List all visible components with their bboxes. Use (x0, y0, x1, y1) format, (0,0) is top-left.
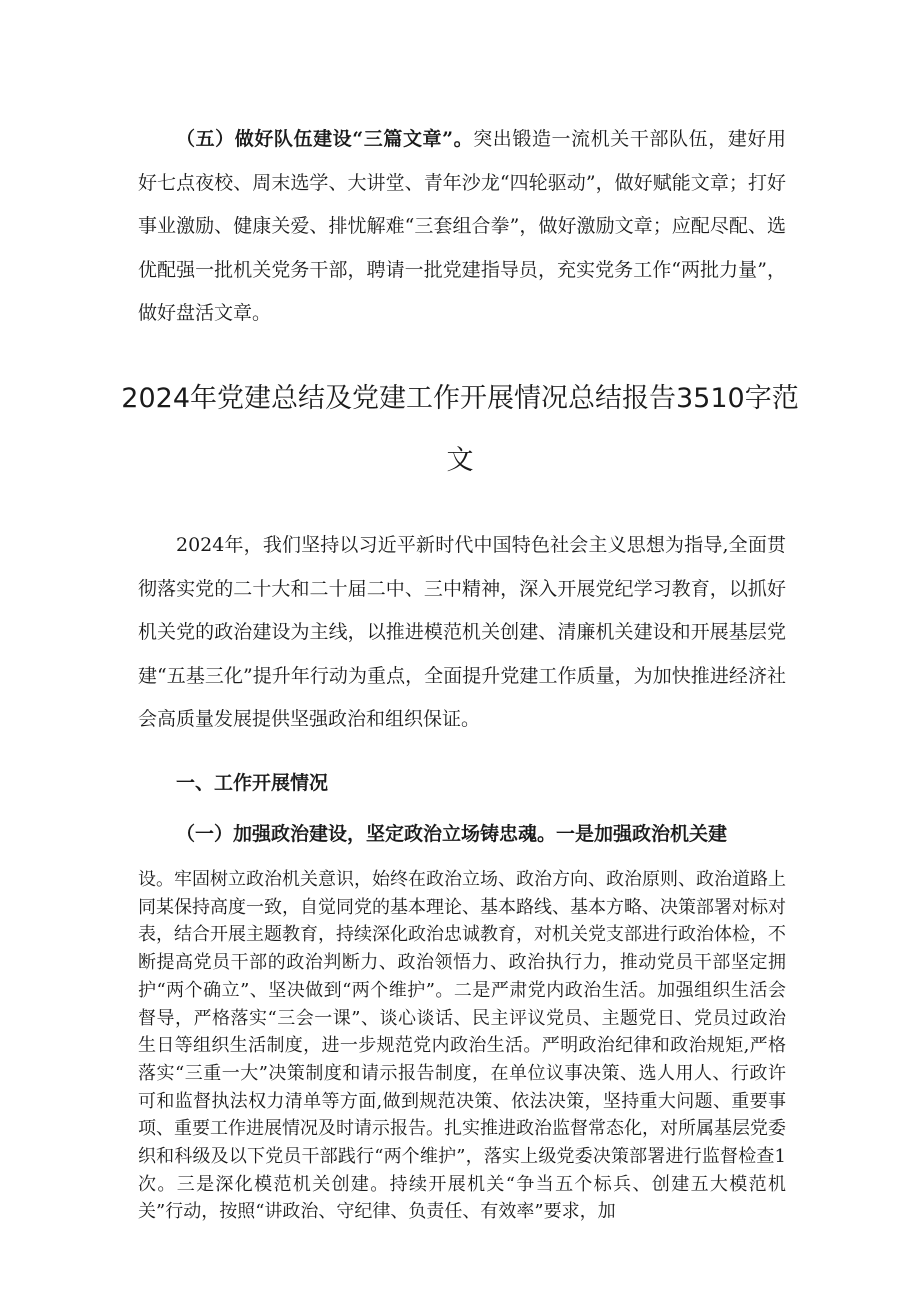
subsection-one-heading: （一）加强政治建设，坚定政治立场铸忠魂。一是加强政治机关建 (176, 823, 728, 845)
intro-paragraph: 2024年，我们坚持以习近平新时代中国特色社会主义思想为指导,全面贯彻落实党的二十大和二十届二中、三中精神，深入开展党纪学习教育，以抓好机关党的政治建设为主线，以推进模范机关创建、清廉机关建设和开展基层党建“五基三化”提升年行动为重点，全面提升党建工作质量，为加快推进经济社会高质量发展提供坚强政治和组织保证。 (138, 534, 786, 730)
subsection-one-body: 设。牢固树立政治机关意识，始终在政治立场、政治方向、政治原则、政治道路上同某保持高度一致，自觉同党的基本理论、基本路线、基本方略、决策部署对标对表，结合开展主题教育，持续深化政治忠诚教育，对机关党支部进行政治体检，不断提高党员干部的政治判断力、政治领悟力、政治执行力，推动党员干部坚定拥护“两个确立”、坚决做到“两个维护”。二是严肃党内政治生活。加强组织生活会督导，严格落实“三会一课”、谈心谈话、民主评议党员、主题党日、党员过政治生日等组织生活制度，进一步规范党内政治生活。严明政治纪律和政治规矩,严格落实“三重一大”决策制度和请示报告制度，在单位议事决策、选人用人、行政许可和监督执法权力清单等方面,做到规范决策、依法决策，坚持重大问题、重要事项、重要工作进展情况及时请示报告。扎实推进政治监督常态化，对所属基层党委织和科级及以下党员干部践行“两个维护”，落实上级党委决策部署进行监督检查1次。三是深化模范机关创建。持续开展机关“争当五个标兵、创建五大模范机关”行动，按照“讲政治、守纪律、负责任、有效率”要求，加 (138, 869, 786, 1223)
document-title: 2024年党建总结及党建工作开展情况总结报告3510字范文 (121, 383, 799, 476)
section-five-heading: （五）做好队伍建设“三篇文章”。 (176, 128, 474, 150)
section-five-body: 突出锻造一流机关干部队伍，建好用好七点夜校、周末选学、大讲堂、青年沙龙“四轮驱动”，做好赋能文章；打好事业激励、健康关爱、排忧解难“三套组合拳”，做好激励文章；应配尽配、选优配强一批机关党务干部，聘请一批党建指导员，充实党务工作“两批力量”，做好盘活文章。 (138, 128, 786, 324)
section-one-heading: 一、工作开展情况 (176, 772, 329, 794)
section-five-paragraph (138, 118, 786, 336)
